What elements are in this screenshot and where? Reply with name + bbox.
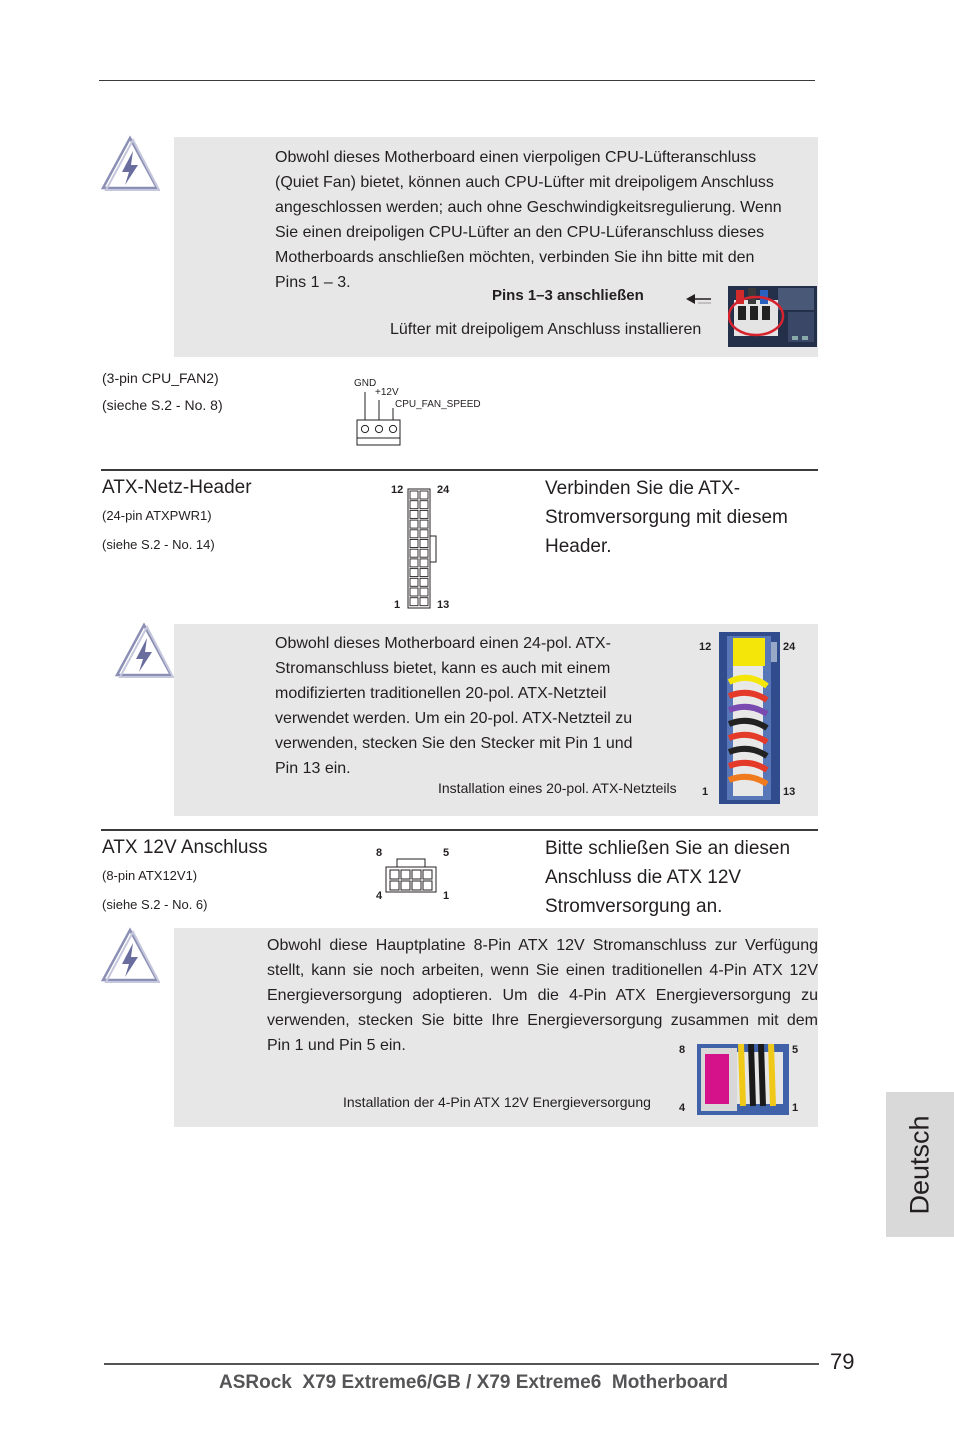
- atx12v-4pin-photo: [697, 1044, 789, 1115]
- atx12v-name: (8-pin ATX12V1): [102, 868, 198, 883]
- note2-text: [275, 631, 695, 781]
- atx12v-desc-line: Anschluss die ATX 12V: [545, 867, 742, 888]
- arrow-left-icon: [686, 293, 712, 305]
- atx-20pin-photo: [719, 632, 780, 804]
- note2-pin-label: 24: [783, 641, 796, 653]
- note2-line: modifizierten traditionellen 20-pol. ATX-Netzteil: [275, 685, 607, 702]
- note3-caption: Installation der 4-Pin ATX 12V Energieversorgung: [343, 1094, 651, 1110]
- top-rule: [99, 80, 815, 81]
- fan-header-diagram: [352, 386, 404, 448]
- atx-power-name: (24-pin ATXPWR1): [102, 508, 212, 523]
- atx12v-pin-label: 5: [443, 847, 450, 859]
- atx12v-description: [545, 834, 790, 921]
- atx-desc-line: Stromversorgung mit diesem: [545, 507, 788, 528]
- note1-line: Motherboards anschließen möchten, verbinden Sie ihn bitte mit den: [275, 249, 755, 266]
- note1-line: (Quiet Fan) bietet, können auch CPU-Lüfter mit dreipoligem Anschluss: [275, 174, 774, 191]
- atx-desc-line: Header.: [545, 536, 612, 557]
- language-tab: [886, 1092, 954, 1237]
- atx-power-title: ATX-Netz-Header: [102, 477, 252, 498]
- note3-pin-label: 4: [679, 1102, 686, 1114]
- atx-pin-label: 12: [391, 484, 404, 496]
- fan-header-ref: (sieche S.2 - No. 8): [102, 397, 223, 413]
- atx-power-description: [545, 474, 788, 561]
- warning-triangle-icon: [100, 135, 160, 191]
- note3-pin-label: 8: [679, 1044, 686, 1056]
- note3-line: stellt, kann sie noch arbeiten, wenn Sie einen traditionellen 4-Pin ATX 12V: [267, 962, 818, 979]
- note1-line: angeschlossen werden; auch ohne Geschwindigkeitsregulierung. Wenn: [275, 199, 782, 216]
- note2-line: Obwohl dieses Motherboard einen 24-pol. ATX-: [275, 635, 611, 652]
- note3-line: Obwohl diese Hauptplatine 8-Pin ATX 12V Stromanschluss zur Verfügung: [267, 937, 818, 954]
- footer-rule: [104, 1363, 819, 1365]
- note3-pin-label: 1: [792, 1102, 799, 1114]
- fan-pin-speed-label: CPU_FAN_SPEED: [395, 399, 481, 410]
- section-rule-atx12v: [101, 829, 818, 831]
- atx12v-pin-label: 1: [443, 890, 450, 902]
- atx12v-ref: (siehe S.2 - No. 6): [102, 897, 208, 912]
- note1-line: Obwohl dieses Motherboard einen vierpoligen CPU-Lüfteranschluss: [275, 149, 757, 166]
- atx-pin-label: 24: [437, 484, 450, 496]
- page-number: 79: [830, 1349, 855, 1374]
- atx12v-desc-line: Bitte schließen Sie an diesen: [545, 838, 791, 859]
- note2-line: verwendet werden. Um ein 20-pol. ATX-Netzteil zu: [275, 710, 633, 727]
- note3-line: Energieversorgung adoptieren. Um die 4-Pin ATX Energieversorgung zu: [267, 987, 818, 1004]
- atx12v-8pin-connector-diagram: [385, 858, 437, 894]
- atx12v-pin-label: 8: [376, 847, 383, 859]
- note1-caption: Lüfter mit dreipoligem Anschluss installieren: [390, 321, 702, 338]
- atx-pin-label: 13: [437, 599, 450, 611]
- note2-line: Stromanschluss bietet, kann es auch mit einem: [275, 660, 611, 677]
- atx-24pin-connector-diagram: [407, 488, 441, 610]
- note2-pin-label: 12: [699, 641, 712, 653]
- fan-pin-gnd-label: GND: [354, 378, 377, 389]
- fan-connector-photo: [728, 286, 817, 347]
- atx-pin-label: 1: [394, 599, 401, 611]
- note2-pin-label: 1: [702, 786, 709, 798]
- fan-pin-12v-label: +12V: [375, 387, 399, 398]
- section-rule-atx: [101, 469, 818, 471]
- atx-power-ref: (siehe S.2 - No. 14): [102, 537, 215, 552]
- note1-text: [275, 145, 820, 295]
- atx12v-desc-line: Stromversorgung an.: [545, 896, 723, 917]
- note2-line: Pin 13 ein.: [275, 760, 351, 777]
- note1-line: Sie einen dreipoligen CPU-Lüfter an den CPU-Lüferanschluss dieses: [275, 224, 765, 241]
- warning-triangle-icon: [100, 927, 160, 983]
- note1-line: Pins 1 – 3.: [275, 274, 351, 291]
- note3-text: [267, 933, 818, 1058]
- note2-pin-label: 13: [783, 786, 796, 798]
- pins-label: Pins 1–3 anschließen: [492, 287, 644, 304]
- note3-pin-label: 5: [792, 1044, 799, 1056]
- atx-desc-line: Verbinden Sie die ATX-: [545, 478, 741, 499]
- note3-line: verwenden, stecken Sie bitte Ihre Energieversorgung zusammen mit dem: [267, 1012, 818, 1029]
- language-tab-label: Deutsch: [904, 1114, 935, 1215]
- note2-line: verwenden, stecken Sie den Stecker mit Pin 1 und: [275, 735, 633, 752]
- atx12v-pin-label: 4: [376, 890, 383, 902]
- atx12v-title: ATX 12V Anschluss: [102, 837, 268, 858]
- note3-line: Pin 1 und Pin 5 ein.: [267, 1037, 406, 1054]
- note2-caption: Installation eines 20-pol. ATX-Netzteils: [438, 780, 677, 796]
- footer-title: ASRock X79 Extreme6/GB / X79 Extreme6 Motherboard: [219, 1372, 728, 1393]
- fan-header-name: (3-pin CPU_FAN2): [102, 370, 219, 386]
- warning-triangle-icon: [114, 622, 174, 678]
